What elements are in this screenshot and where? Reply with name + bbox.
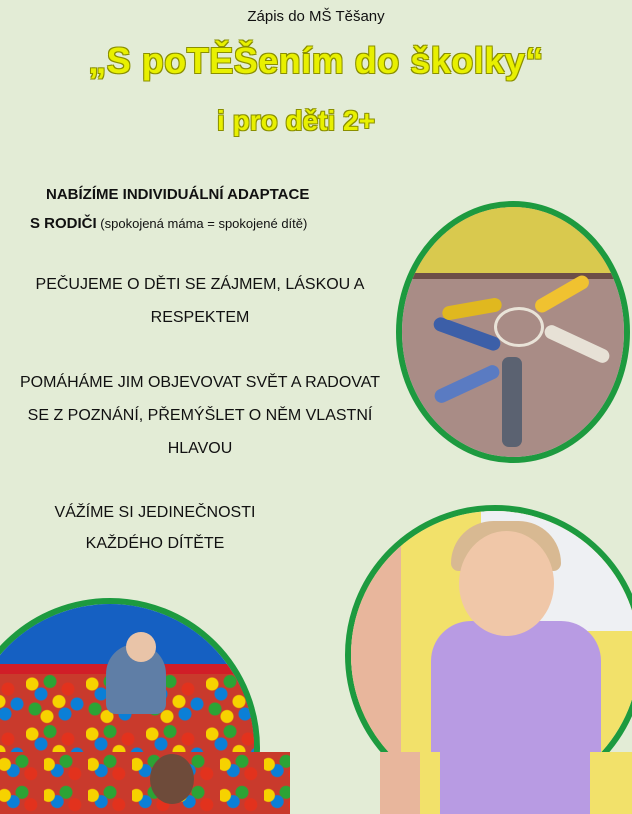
headline: „S poTĚŠením do školky“ <box>88 40 544 81</box>
point-care: PEČUJEME O DĚTI SE ZÁJMEM, LÁSKOU A RESPEKTEM <box>35 276 365 326</box>
point-uniqueness: VÁŽÍME SI JEDINEČNOSTI KAŽDÉHO DÍTĚTE <box>54 504 256 552</box>
photo-children-circle <box>396 201 630 463</box>
strip-toddler-shirt <box>440 752 590 814</box>
strip-gap <box>290 752 380 814</box>
headline-subtitle: i pro děti 2+ <box>217 105 375 136</box>
photo-toddler-face <box>459 531 554 636</box>
offer-parents: S RODIČI <box>30 215 97 232</box>
photo-hoop <box>494 307 544 347</box>
photo-wall <box>402 207 624 277</box>
strip-adult-arm <box>380 752 420 814</box>
offer-paragraph <box>30 180 390 238</box>
strip-ballpit <box>0 752 290 814</box>
photo-child <box>502 357 522 447</box>
offer-note: (spokojená máma = spokojené dítě) <box>96 216 308 231</box>
photo-child-head <box>126 632 156 662</box>
offer-line-1: NABÍZÍME INDIVIDUÁLNÍ ADAPTACE <box>46 186 310 203</box>
enrollment-title: Zápis do MŠ Těšany <box>247 8 385 25</box>
photo-baseboard <box>402 273 624 279</box>
point-discover: POMÁHÁME JIM OBJEVOVAT SVĚT A RADOVAT SE Z POZNÁNÍ, PŘEMÝŠLET O NĚM VLASTNÍ HLAVOU <box>19 374 381 457</box>
strip-child <box>150 754 194 804</box>
offer-line-2 <box>30 209 390 238</box>
bottom-photo-strip <box>0 752 632 814</box>
